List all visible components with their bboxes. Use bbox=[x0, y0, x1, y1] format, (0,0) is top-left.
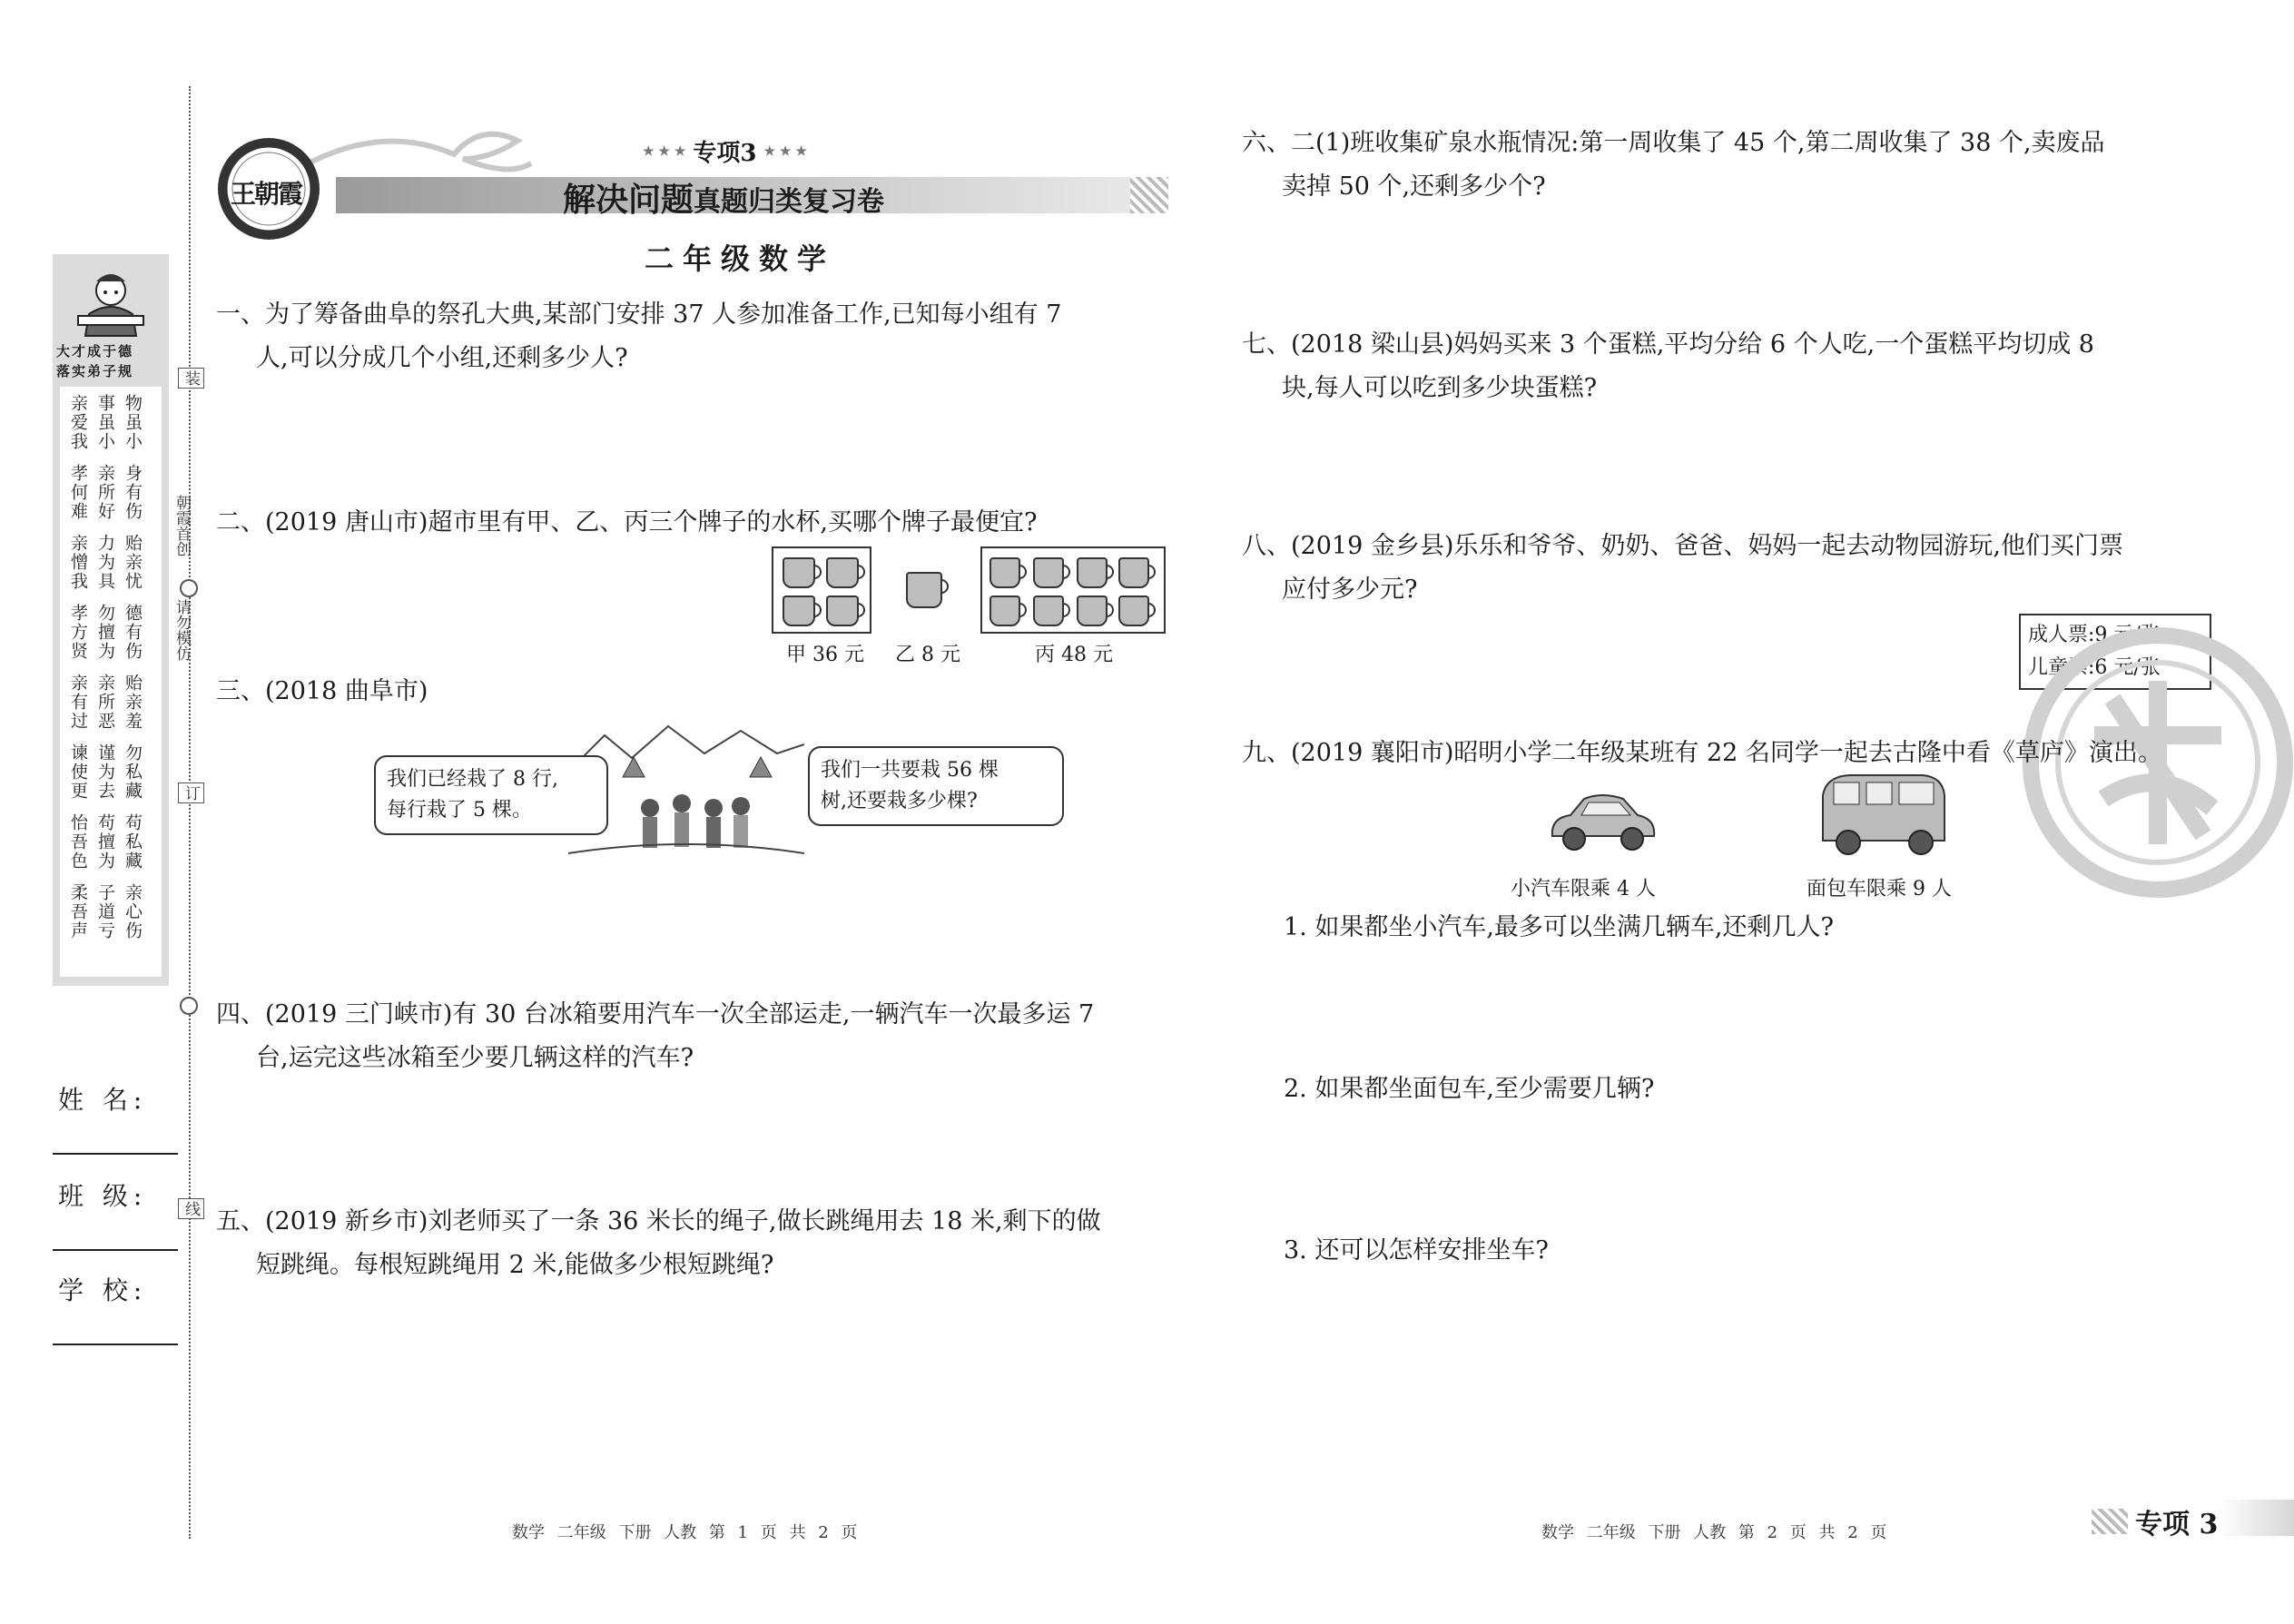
motto-text: 贻亲忧 bbox=[123, 534, 143, 591]
cup-icon-yi bbox=[906, 572, 942, 608]
binding-mark-bottom: 线 bbox=[178, 1198, 204, 1219]
question-5 bbox=[216, 1200, 1178, 1287]
question-text: 短跳绳。每根短跳绳用 2 米,能做多少根短跳绳? bbox=[256, 1251, 774, 1279]
binding-mark-top: 装 bbox=[178, 368, 204, 389]
speech-bubble-left bbox=[374, 755, 608, 835]
motto-text: 亲所好 bbox=[95, 464, 115, 521]
cup-icon bbox=[1033, 557, 1064, 588]
question-8 bbox=[1242, 525, 2204, 612]
school-field[interactable] bbox=[53, 1343, 178, 1345]
title-bold: 解决问题 bbox=[563, 182, 694, 219]
question-text: (2019 新乡市)刘老师买了一条 36 米长的绳子,做长跳绳用去 18 米,剩下的做 bbox=[265, 1207, 1101, 1235]
motto-text: 柔吾声 bbox=[68, 883, 88, 940]
cup-icon bbox=[1118, 595, 1149, 626]
question-number: 一、 bbox=[216, 300, 265, 329]
question-4 bbox=[216, 993, 1178, 1080]
special-number-label: 专项3 bbox=[693, 140, 757, 167]
header-ribbon-pattern bbox=[1130, 177, 1168, 213]
car-icon bbox=[1543, 786, 1661, 859]
name-field-label: 姓 名: bbox=[58, 1085, 148, 1115]
cup-icon bbox=[783, 595, 815, 626]
class-field-label: 班 级: bbox=[58, 1181, 148, 1211]
motto-text: 谏使更 bbox=[68, 743, 88, 801]
motto-text: 谨为去 bbox=[95, 743, 115, 801]
motto-box bbox=[60, 387, 162, 977]
motto-text: 亲有过 bbox=[68, 674, 88, 731]
logo-text: 王朝霞 bbox=[231, 179, 302, 209]
adult-ticket-price: 成人票:9 元/张 bbox=[2028, 624, 2161, 646]
bubble-text: 我们一共要栽 56 棵 bbox=[821, 759, 999, 782]
bubble-text: 树,还要栽多少棵? bbox=[821, 790, 978, 812]
motto-text: 苟私藏 bbox=[123, 813, 143, 871]
cup-icon bbox=[1118, 557, 1149, 588]
price-label-yi: 乙 8 元 bbox=[895, 644, 960, 666]
motto-text: 子道亏 bbox=[95, 883, 115, 940]
footer-tab-label: 专项 3 bbox=[2135, 1509, 2219, 1540]
question-text: 二(1)班收集矿泉水瓶情况:第一周收集了 45 个,第二周收集了 38 个,卖废品 bbox=[1291, 129, 2105, 157]
question-number: 三、 bbox=[216, 677, 265, 705]
question-text: (2019 襄阳市)昭明小学二年级某班有 22 名同学一起去古隆中看《草庐》演出。 bbox=[1291, 739, 2162, 767]
title-rest: 真题归类复习卷 bbox=[694, 186, 885, 218]
motto-text: 孝何难 bbox=[68, 464, 88, 521]
footer-right: 数学 二年级 下册 人教 第 2 页 共 2 页 bbox=[1541, 1523, 1887, 1542]
sub-question-3: 3. 还可以怎样安排坐车? bbox=[1284, 1236, 1549, 1265]
motto-text: 勿擅为 bbox=[95, 604, 115, 661]
cup-icon bbox=[1033, 595, 1064, 626]
motto-text: 亲所恶 bbox=[95, 674, 115, 731]
motto-text: 德有伤 bbox=[123, 604, 143, 661]
question-number: 九、 bbox=[1242, 739, 1291, 767]
child-ticket-price: 儿童票:6 元/张 bbox=[2028, 656, 2161, 679]
cup-icon bbox=[989, 557, 1020, 588]
question-text: 台,运完这些冰箱至少要几辆这样的汽车? bbox=[256, 1044, 694, 1072]
cup-box-jia bbox=[772, 546, 871, 634]
page-subtitle: 二年级数学 bbox=[645, 241, 836, 276]
question-text: (2019 三门峡市)有 30 台冰箱要用汽车一次全部运走,一辆汽车一次最多运 7 bbox=[265, 1000, 1095, 1029]
question-1 bbox=[216, 293, 1178, 380]
motto-text: 物虽小 bbox=[123, 394, 143, 451]
question-text: 为了筹备曲阜的祭孔大典,某部门安排 37 人参加准备工作,已知每小组有 7 bbox=[265, 300, 1062, 329]
question-text: 人,可以分成几个小组,还剩多少人? bbox=[256, 344, 628, 372]
cup-icon bbox=[826, 557, 859, 588]
motto-text: 孝方贤 bbox=[68, 604, 88, 661]
school-field-label: 学 校: bbox=[58, 1275, 148, 1305]
binding-dotted-line bbox=[189, 86, 191, 1539]
question-text: 块,每人可以吃到多少块蛋糕? bbox=[1282, 374, 1598, 402]
question-6 bbox=[1242, 122, 2204, 209]
motto-text: 事虽小 bbox=[95, 394, 115, 451]
motto-text: 亲心伤 bbox=[123, 883, 143, 940]
motto-line-2: 落实弟子规 bbox=[56, 363, 134, 379]
class-field[interactable] bbox=[53, 1249, 178, 1251]
copyright-note-2: 请勿模仿 bbox=[172, 599, 191, 661]
motto-text: 力为具 bbox=[95, 534, 115, 591]
motto-text: 怡吾色 bbox=[68, 813, 88, 871]
question-text: 卖掉 50 个,还剩多少个? bbox=[1282, 172, 1546, 201]
motto-text: 身有伤 bbox=[123, 464, 143, 521]
question-number: 七、 bbox=[1242, 330, 1291, 359]
motto-text: 勿私藏 bbox=[123, 743, 143, 801]
motto-text: 贻亲羞 bbox=[123, 674, 143, 731]
question-text: (2019 唐山市)超市里有甲、乙、丙三个牌子的水杯,买哪个牌子最便宜? bbox=[265, 508, 1038, 536]
speech-bubble-right bbox=[808, 746, 1064, 826]
question-3 bbox=[216, 670, 761, 714]
name-field[interactable] bbox=[53, 1153, 178, 1155]
question-7 bbox=[1242, 323, 2204, 410]
bubble-text: 每行栽了 5 棵。 bbox=[387, 799, 532, 822]
footer-left: 数学 二年级 下册 人教 第 1 页 共 2 页 bbox=[512, 1523, 858, 1542]
sub-question-2: 2. 如果都坐面包车,至少需要几辆? bbox=[1284, 1075, 1655, 1103]
binding-mark-middle: 订 bbox=[178, 782, 204, 803]
car-capacity-label: 小汽车限乘 4 人 bbox=[1511, 878, 1656, 901]
copyright-note-1: 朝霞首创 bbox=[172, 495, 191, 556]
price-label-bing: 丙 48 元 bbox=[1035, 644, 1113, 666]
motto-text: 亲憎我 bbox=[68, 534, 88, 591]
cup-icon bbox=[826, 595, 859, 626]
question-text: (2019 金乡县)乐乐和爷爷、奶奶、爸爸、妈妈一起去动物园游玩,他们买门票 bbox=[1291, 532, 2123, 560]
question-text: (2018 梁山县)妈妈买来 3 个蛋糕,平均分给 6 个人吃,一个蛋糕平均切成 8 bbox=[1291, 330, 2094, 359]
van-capacity-label: 面包车限乘 9 人 bbox=[1807, 878, 1952, 901]
footer-tab-pattern bbox=[2092, 1509, 2128, 1534]
van-icon bbox=[1816, 768, 1952, 859]
stars-left: ★ ★ ★ bbox=[643, 143, 686, 159]
question-text: 应付多少元? bbox=[1282, 576, 1418, 604]
question-number: 六、 bbox=[1242, 129, 1291, 157]
question-number: 八、 bbox=[1242, 532, 1291, 560]
sub-question-1: 1. 如果都坐小汽车,最多可以坐满几辆车,还剩几人? bbox=[1284, 913, 1834, 941]
price-label-jia: 甲 36 元 bbox=[786, 644, 864, 666]
special-label bbox=[643, 134, 807, 168]
sidebar-motto-panel bbox=[53, 254, 169, 986]
cup-icon bbox=[1077, 595, 1108, 626]
motto-text: 苟擅为 bbox=[95, 813, 115, 871]
motto-line-1: 大才成于德 bbox=[56, 343, 134, 359]
question-9 bbox=[1242, 732, 2240, 775]
motto-text: 亲爱我 bbox=[68, 394, 88, 451]
question-2 bbox=[216, 501, 1178, 545]
cup-icon bbox=[989, 595, 1020, 626]
question-number: 五、 bbox=[216, 1207, 265, 1235]
binding-hole-icon bbox=[180, 579, 198, 597]
cup-box-bing bbox=[980, 546, 1166, 634]
question-number: 二、 bbox=[216, 508, 265, 536]
cup-icon bbox=[783, 557, 815, 588]
bubble-text: 我们已经栽了 8 行, bbox=[387, 768, 558, 791]
ribbon-bow-icon bbox=[300, 113, 536, 177]
page-title bbox=[563, 174, 884, 221]
mascot-icon bbox=[53, 260, 169, 341]
cup-icon bbox=[1077, 557, 1108, 588]
question-number: 四、 bbox=[216, 1000, 265, 1029]
question-text: (2018 曲阜市) bbox=[265, 677, 428, 705]
stars-right: ★ ★ ★ bbox=[763, 143, 807, 159]
binding-hole-icon bbox=[180, 997, 198, 1015]
